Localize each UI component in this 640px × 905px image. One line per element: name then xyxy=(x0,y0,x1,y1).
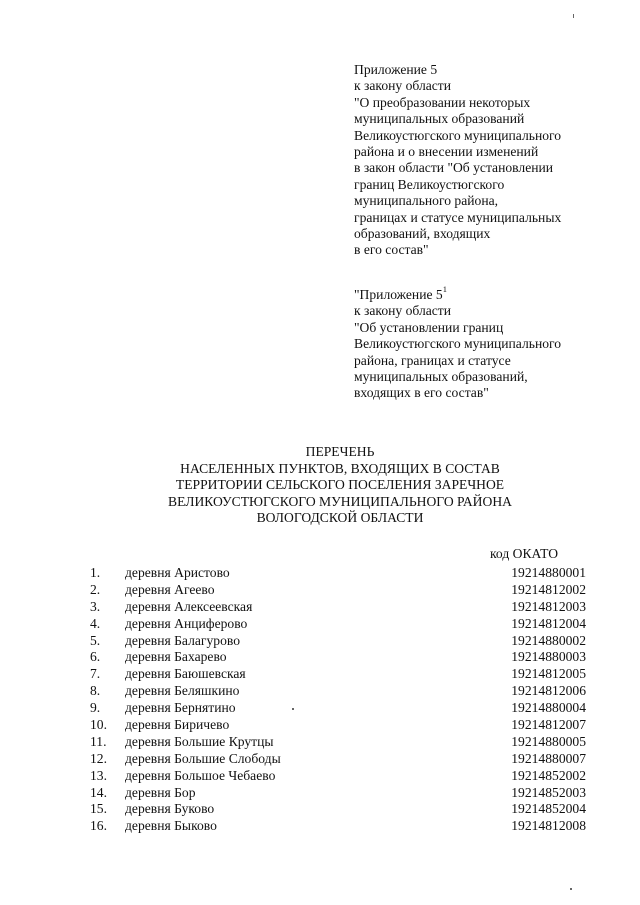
okato-code: 19214812003 xyxy=(511,598,586,614)
appendix-line: образований, входящих xyxy=(354,225,491,241)
title-line: ВЕЛИКОУСТЮГСКОГО МУНИЦИПАЛЬНОГО РАЙОНА xyxy=(168,493,512,509)
settlement-number: 15. xyxy=(90,801,107,817)
settlement-row xyxy=(0,734,640,751)
appendix-line: Приложение 5 xyxy=(354,62,438,77)
settlement-name: деревня Анциферово xyxy=(125,615,248,631)
scan-speck xyxy=(570,888,572,890)
settlement-row xyxy=(0,717,640,734)
appendix-line: границах и статусе муниципальных xyxy=(354,209,562,225)
title-line: НАСЕЛЕННЫХ ПУНКТОВ, ВХОДЯЩИХ В СОСТАВ xyxy=(180,460,500,476)
okato-code: 19214880005 xyxy=(511,733,586,749)
settlement-row xyxy=(0,768,640,785)
settlement-name: деревня Буково xyxy=(125,801,215,817)
title-line: ВОЛОГОДСКОЙ ОБЛАСТИ xyxy=(256,510,424,526)
title-line: ПЕРЕЧЕНЬ xyxy=(305,444,375,459)
appendix-line: границ Великоустюгского xyxy=(354,176,505,192)
settlement-number: 11. xyxy=(90,733,107,749)
okato-code: 19214812002 xyxy=(511,581,586,597)
settlement-name: деревня Большие Слободы xyxy=(125,750,281,766)
settlement-number: 7. xyxy=(90,666,101,682)
settlement-list xyxy=(0,565,640,835)
settlement-number: 9. xyxy=(90,700,101,716)
settlement-row xyxy=(0,818,640,835)
appendix-header-amended xyxy=(354,284,562,402)
settlement-name: деревня Большие Крутцы xyxy=(125,733,274,749)
okato-code: 19214852002 xyxy=(511,767,586,783)
settlement-number: 8. xyxy=(90,683,101,699)
okato-code: 19214812004 xyxy=(511,615,586,631)
settlement-number: 12. xyxy=(90,750,107,766)
appendix-line: "Об установлении границ xyxy=(354,319,504,335)
settlement-name: деревня Бор xyxy=(125,784,196,800)
settlement-name: деревня Беляшкино xyxy=(125,683,240,699)
settlement-number: 4. xyxy=(90,615,101,631)
settlement-name: деревня Бахарево xyxy=(125,649,227,665)
settlement-number: 10. xyxy=(90,717,107,733)
settlement-name: деревня Бернятино xyxy=(125,700,236,716)
okato-code: 19214812005 xyxy=(511,666,586,682)
okato-code: 19214812006 xyxy=(511,683,586,699)
settlement-name: деревня Алексеевская xyxy=(125,598,253,614)
appendix-line: Великоустюгского муниципального xyxy=(354,127,562,143)
settlement-number: 3. xyxy=(90,598,101,614)
appendix-header-current xyxy=(354,62,561,259)
settlement-row xyxy=(0,801,640,818)
settlement-name: деревня Баюшевская xyxy=(125,666,246,682)
okato-column-header: код ОКАТО xyxy=(490,546,559,561)
appendix-line: Великоустюгского муниципального xyxy=(354,336,562,352)
appendix-line: муниципальных образований, xyxy=(354,368,528,384)
settlement-row xyxy=(0,666,640,683)
appendix-line: к закону области xyxy=(354,78,452,94)
appendix-line: муниципального района, xyxy=(354,193,499,209)
appendix-line: "О преобразовании некоторых xyxy=(354,94,531,110)
appendix-first-line xyxy=(354,284,561,303)
okato-code: 19214812007 xyxy=(511,717,586,733)
appendix-number-superscript: 1 xyxy=(442,284,447,295)
okato-code: 19214880004 xyxy=(511,700,586,716)
okato-code: 19214852003 xyxy=(511,784,586,800)
settlement-name: деревня Аристово xyxy=(125,565,230,580)
settlement-number: 14. xyxy=(90,784,107,800)
settlement-row xyxy=(0,565,640,582)
settlement-row xyxy=(0,582,640,599)
okato-code: 19214852004 xyxy=(511,801,586,817)
okato-code: 19214880002 xyxy=(511,632,586,648)
settlement-row xyxy=(0,785,640,802)
settlement-row xyxy=(0,599,640,616)
appendix-line: входящих в его состав" xyxy=(354,385,489,401)
settlement-row xyxy=(0,683,640,700)
appendix-line: района, границах и статусе xyxy=(354,352,511,368)
settlement-name: деревня Агеево xyxy=(125,581,215,597)
settlement-row xyxy=(0,700,640,717)
settlement-number: 1. xyxy=(90,565,101,580)
settlement-name: деревня Балагурово xyxy=(125,632,240,648)
settlement-row xyxy=(0,616,640,633)
settlement-name: деревня Биричево xyxy=(125,717,230,733)
settlement-row xyxy=(0,751,640,768)
settlement-number: 16. xyxy=(90,818,107,834)
settlement-name: деревня Большое Чебаево xyxy=(125,767,276,783)
okato-code: 19214880001 xyxy=(511,565,586,580)
appendix-line: района и о внесении изменений xyxy=(354,143,539,159)
document-title xyxy=(80,444,600,527)
title-line: ТЕРРИТОРИИ СЕЛЬСКОГО ПОСЕЛЕНИЯ ЗАРЕЧНОЕ xyxy=(175,477,505,493)
appendix-number: "Приложение 5 xyxy=(354,287,443,302)
settlement-number: 2. xyxy=(90,581,101,597)
settlement-number: 5. xyxy=(90,632,101,648)
appendix-line: в его состав" xyxy=(354,242,429,258)
settlement-row xyxy=(0,633,640,650)
okato-code: 19214880007 xyxy=(511,750,586,766)
okato-code: 19214812008 xyxy=(511,818,586,834)
settlement-name: деревня Быково xyxy=(125,818,217,834)
appendix-line: муниципальных образований xyxy=(354,111,525,127)
settlement-row xyxy=(0,649,640,666)
settlement-number: 6. xyxy=(90,649,101,665)
okato-code: 19214880003 xyxy=(511,649,586,665)
scan-speck xyxy=(573,14,574,18)
appendix-line: в закон области "Об установлении xyxy=(354,160,554,176)
appendix-line: к закону области xyxy=(354,303,452,319)
settlement-number: 13. xyxy=(90,767,107,783)
